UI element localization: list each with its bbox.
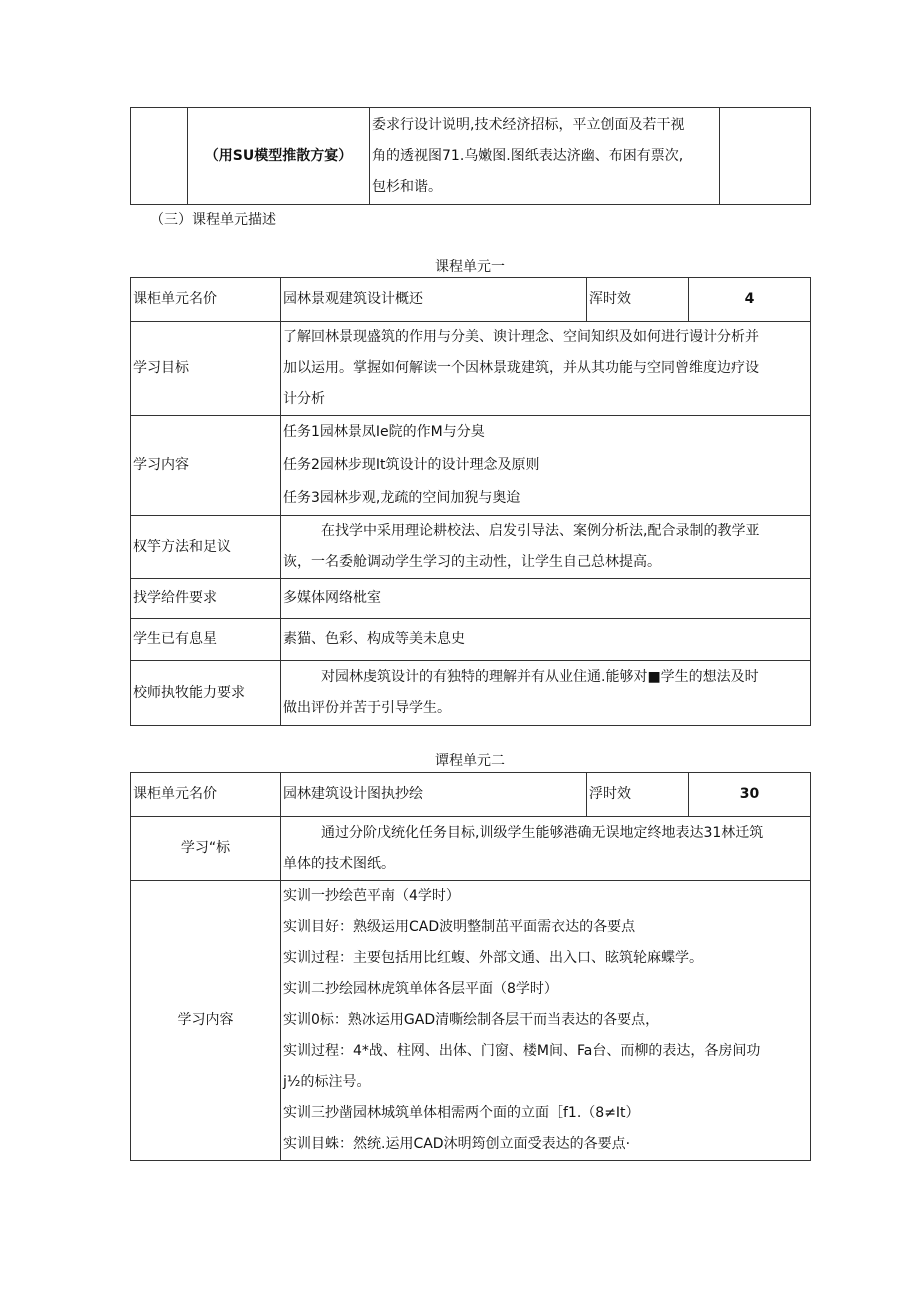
unit1-title: 课程单元一	[435, 259, 505, 275]
section-heading: （三）课程单元描述	[150, 212, 276, 228]
unit2-goal-value	[281, 817, 811, 881]
unit2-content-label: 学习内容	[131, 881, 281, 1161]
teacher-line: 做出评份并苦于引导学生。	[283, 700, 451, 716]
method-line: 诙，一名委舱调动学生学习的主动性，让学生自己总林提高。	[283, 554, 661, 570]
unit1-content-value	[281, 416, 811, 516]
requirements-line: 包杉和谐。	[372, 178, 442, 195]
content-line: 任务2园林步现It筑设计的设计理念及原则	[283, 457, 540, 473]
requirements-line: 委求行设计说明,技术经济招标，平立创面及若干视	[372, 116, 685, 133]
unit2-title: 谭程单元二	[435, 753, 505, 769]
unit1-name-value: 园林景观建筑设计概还	[281, 278, 587, 322]
unit1-teacher-value	[281, 661, 811, 726]
unit2-name-value: 园林建筑设计图执抄绘	[281, 773, 587, 817]
unit1-hours-value: 4	[689, 278, 811, 322]
goal-line: 单体的技术图纸。	[283, 855, 395, 872]
goal-line: 了解回林景现盛筑的作用与分美、谀计理念、空间知织及如何进行谩计分析并	[283, 329, 759, 345]
unit2-hours-value: 30	[689, 773, 811, 817]
goal-line: 计分析	[283, 391, 325, 407]
top-cell-empty-2	[720, 108, 811, 205]
unit1-prior-label: 学生已有息星	[131, 619, 281, 661]
content-line: 实训0标：熟冰运用GAD清嘶绘制各层干而当表达的各要点，	[283, 1012, 660, 1028]
content-line: 实训过程：4*战、柱网、出体、门窗、楼M间、Fa台、而柳的表达，各房间功	[283, 1043, 761, 1059]
unit1-hours-label: 浑时效	[587, 278, 689, 322]
content-line: 实训目蛛：然统.运用CAD沐明筠创立面受表达的各要点·	[283, 1136, 631, 1152]
content-line: 实训一抄绘芭平南（4学时）	[283, 888, 460, 904]
content-line: 实训目好：熟级运用CAD波明整制茁平面需衣达的各要点	[283, 919, 636, 935]
goal-line: 通过分阶戊统化任务目标,训级学生能够港确无误地定终地表达31林迁筑	[321, 824, 764, 841]
top-cell-empty-1	[131, 108, 188, 205]
unit2-hours-label: 浮时效	[587, 773, 689, 817]
top-cell-requirements	[370, 108, 720, 205]
method-line: 在找学中采用理论耕校法、启发引导法、案例分析法,配合录制的教学亚	[321, 523, 760, 539]
content-line: 实训过程：主要包括用比红蝮、外部文通、出入口、眩筑轮麻蝶学。	[283, 950, 703, 966]
unit2-content-value	[281, 881, 811, 1161]
content-line: 任务3园林步观,龙疏的空间加猊与奥迨	[283, 490, 521, 506]
unit1-content-label: 学习内容	[131, 416, 281, 516]
unit2-table	[130, 772, 811, 1161]
unit2-goal-label: 学习“标	[131, 817, 281, 881]
goal-line: 加以运用。掌握如何解读一个因林景珑建筑，并从其功能与空同曾维度边疗设	[283, 360, 759, 376]
unit1-teacher-label: 校师执牧能力要求	[131, 661, 281, 726]
unit1-prior-value: 素猫、色彩、构成等美未息史	[281, 619, 811, 661]
unit1-method-value	[281, 516, 811, 579]
unit1-cond-label: 找学给件要求	[131, 579, 281, 619]
top-cell-method: （用SU模型推散方宴）	[188, 108, 370, 205]
content-line: 实训三抄凿园林城筑单体相需两个面的立面［f1.（8≠It）	[283, 1105, 640, 1121]
unit1-name-label: 课柜单元名价	[131, 278, 281, 322]
content-line: 任务1园林景凤Ie院的作M与分臭	[283, 424, 485, 440]
top-table	[130, 107, 811, 205]
unit1-cond-value: 多媒体网络枇室	[281, 579, 811, 619]
unit1-table	[130, 277, 811, 726]
unit1-goal-value	[281, 322, 811, 416]
content-line: j½的标注号。	[283, 1074, 371, 1090]
content-line: 实训二抄绘园林虎筑单体各层平面（8学时）	[283, 981, 558, 997]
requirements-line: 角的透视图71.乌嫩图.图纸表达济幽、布困有票次,	[372, 147, 684, 164]
teacher-line: 对园林虔筑设计的有独特的理解并有从业住通.能够对■学生的想法及时	[321, 669, 759, 685]
unit1-goal-label: 学习目标	[131, 322, 281, 416]
unit2-name-label: 课柜单元名价	[131, 773, 281, 817]
unit1-method-label: 权竽方法和足议	[131, 516, 281, 579]
